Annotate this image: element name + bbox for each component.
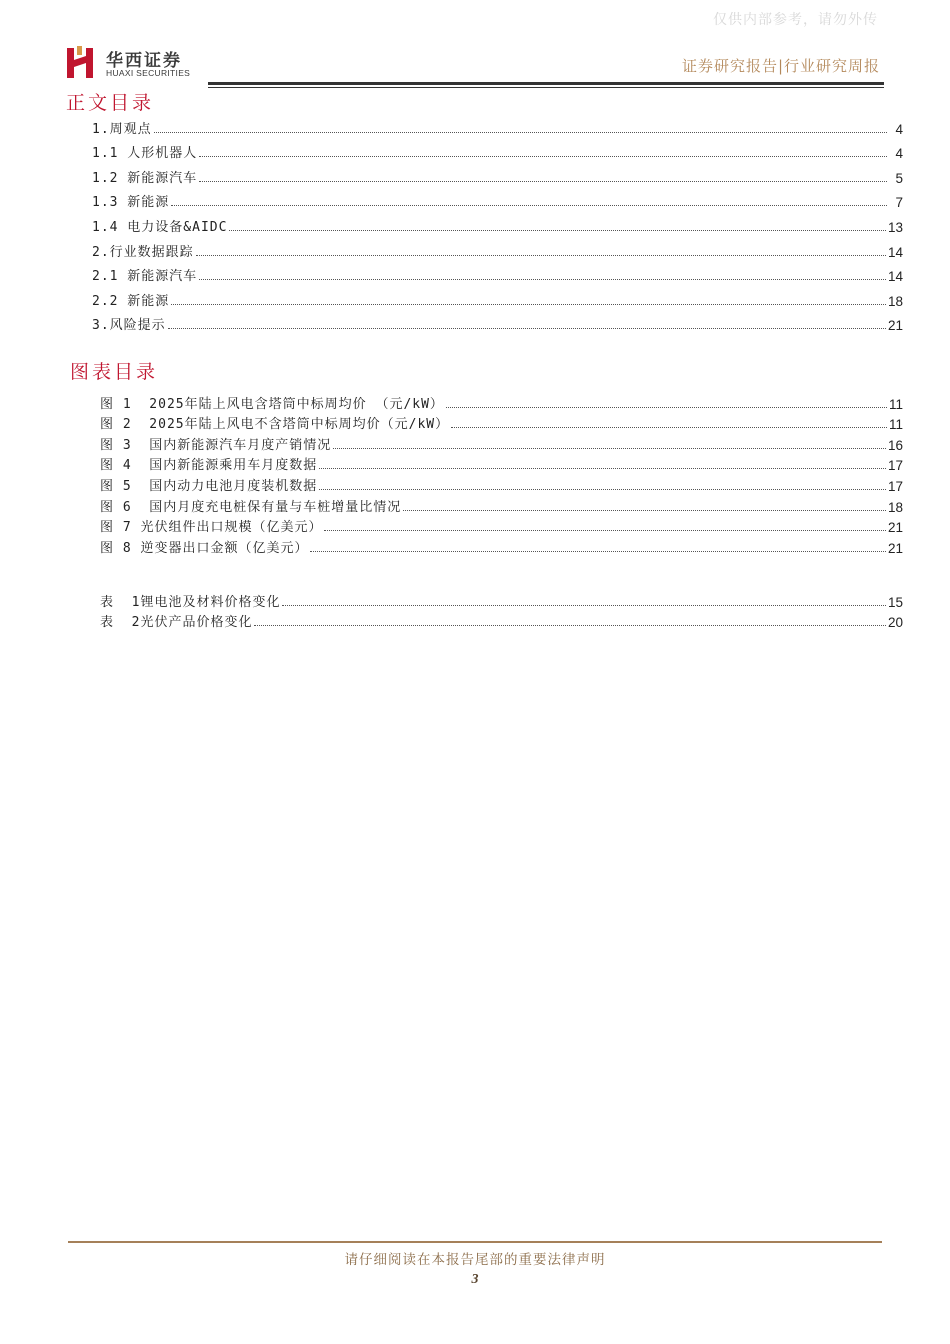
dot-leader bbox=[199, 155, 887, 157]
legal-notice: 请仔细阅读在本报告尾部的重要法律声明 bbox=[344, 1252, 606, 1268]
watermark: 仅供内部参考，请勿外传 bbox=[713, 12, 878, 28]
tables-list bbox=[100, 589, 903, 630]
figure-entry[interactable] bbox=[100, 432, 903, 453]
toc-entry-label: 2.1 新能源汽车 bbox=[92, 269, 198, 285]
dot-leader bbox=[229, 229, 886, 231]
contents-entry[interactable] bbox=[92, 112, 903, 137]
contents-entry[interactable] bbox=[92, 260, 903, 285]
dot-leader bbox=[282, 604, 885, 606]
toc-entry-page: 5 bbox=[895, 170, 903, 186]
figures-title: 图表目录 bbox=[70, 361, 159, 383]
table-entry[interactable] bbox=[100, 610, 903, 631]
contents-title: 正文目录 bbox=[66, 92, 155, 114]
footer-rule bbox=[68, 1241, 882, 1243]
contents-entry[interactable] bbox=[92, 309, 903, 334]
toc-entry-page: 13 bbox=[887, 219, 903, 235]
contents-entry[interactable] bbox=[92, 161, 903, 186]
toc-entry-label: 图 5 国内动力电池月度装机数据 bbox=[100, 478, 318, 494]
contents-entry[interactable] bbox=[92, 186, 903, 211]
logo-english-name: HUAXI SECURITIES bbox=[106, 68, 191, 78]
toc-entry-label: 图 2 2025年陆上风电不含塔筒中标周均价（元/kW） bbox=[100, 417, 450, 433]
dot-leader bbox=[171, 303, 886, 305]
toc-entry-page: 21 bbox=[887, 540, 903, 556]
dot-leader bbox=[171, 204, 887, 206]
figure-entry[interactable] bbox=[100, 412, 903, 433]
toc-entry-page: 16 bbox=[887, 437, 903, 453]
dot-leader bbox=[199, 180, 887, 182]
toc-entry-label: 1.1 人形机器人 bbox=[92, 146, 198, 162]
figures-list bbox=[100, 391, 903, 556]
toc-entry-label: 图 3 国内新能源汽车月度产销情况 bbox=[100, 437, 332, 453]
figure-entry[interactable] bbox=[100, 535, 903, 556]
contents-entry[interactable] bbox=[92, 284, 903, 309]
toc-entry-label: 1.2 新能源汽车 bbox=[92, 170, 198, 186]
dot-leader bbox=[199, 278, 886, 280]
toc-entry-page: 20 bbox=[887, 615, 903, 631]
toc-entry-page: 14 bbox=[887, 269, 903, 285]
toc-entry-page: 11 bbox=[888, 396, 903, 412]
dot-leader bbox=[451, 426, 887, 428]
toc-entry-page: 14 bbox=[887, 244, 903, 260]
figure-entry[interactable] bbox=[100, 473, 903, 494]
toc-entry-label: 1.4 电力设备&AIDC bbox=[92, 219, 228, 235]
toc-entry-page: 4 bbox=[895, 121, 903, 137]
figure-entry[interactable] bbox=[100, 391, 903, 412]
toc-entry-label: 2.2 新能源 bbox=[92, 293, 170, 309]
toc-entry-label: 1.3 新能源 bbox=[92, 195, 170, 211]
huaxi-logo-icon bbox=[66, 46, 96, 80]
toc-entry-page: 21 bbox=[887, 318, 903, 334]
toc-entry-label: 图 6 国内月度充电桩保有量与车桩增量比情况 bbox=[100, 499, 402, 515]
dot-leader bbox=[196, 254, 886, 256]
toc-entry-page: 18 bbox=[887, 293, 903, 309]
logo-chinese-name: 华西证券 bbox=[106, 51, 182, 71]
dot-leader bbox=[403, 509, 886, 511]
figure-entry[interactable] bbox=[100, 453, 903, 474]
dot-leader bbox=[254, 624, 885, 626]
contents-entry[interactable] bbox=[92, 137, 903, 162]
page-number: 3 bbox=[471, 1272, 479, 1287]
toc-entry-page: 17 bbox=[887, 478, 903, 494]
dot-leader bbox=[168, 327, 886, 329]
toc-entry-page: 18 bbox=[887, 499, 903, 515]
toc-entry-page: 7 bbox=[895, 195, 903, 211]
report-type: 证券研究报告|行业研究周报 bbox=[681, 57, 880, 75]
figure-entry[interactable] bbox=[100, 494, 903, 515]
toc-entry-label: 表 1锂电池及材料价格变化 bbox=[100, 594, 281, 610]
toc-entry-label: 图 8 逆变器出口金额（亿美元） bbox=[100, 540, 309, 556]
dot-leader bbox=[319, 467, 886, 469]
toc-entry-label: 图 7 光伏组件出口规模（亿美元） bbox=[100, 520, 323, 536]
header-rule bbox=[208, 82, 884, 85]
contents-entry[interactable] bbox=[92, 235, 903, 260]
contents-entry[interactable] bbox=[92, 210, 903, 235]
dot-leader bbox=[310, 550, 885, 552]
toc-entry-page: 11 bbox=[888, 417, 903, 433]
figure-entry[interactable] bbox=[100, 515, 903, 536]
dot-leader bbox=[154, 131, 887, 133]
toc-entry-label: 2.行业数据跟踪 bbox=[92, 244, 194, 260]
table-entry[interactable] bbox=[100, 589, 903, 610]
contents-list bbox=[92, 112, 903, 333]
toc-entry-label: 表 2光伏产品价格变化 bbox=[100, 615, 253, 631]
toc-entry-label: 3.风险提示 bbox=[92, 318, 166, 334]
company-logo bbox=[66, 44, 226, 80]
toc-entry-page: 17 bbox=[887, 458, 903, 474]
dot-leader bbox=[333, 447, 886, 449]
toc-entry-label: 图 1 2025年陆上风电含塔筒中标周均价 （元/kW） bbox=[100, 396, 444, 412]
toc-entry-label: 图 4 国内新能源乘用车月度数据 bbox=[100, 458, 318, 474]
toc-entry-label: 1.周观点 bbox=[92, 121, 152, 137]
toc-entry-page: 15 bbox=[887, 594, 903, 610]
toc-entry-page: 21 bbox=[887, 520, 903, 536]
toc-entry-page: 4 bbox=[895, 146, 903, 162]
dot-leader bbox=[324, 529, 885, 531]
header-rule-thin bbox=[208, 87, 884, 88]
dot-leader bbox=[319, 488, 886, 490]
dot-leader bbox=[446, 406, 887, 408]
